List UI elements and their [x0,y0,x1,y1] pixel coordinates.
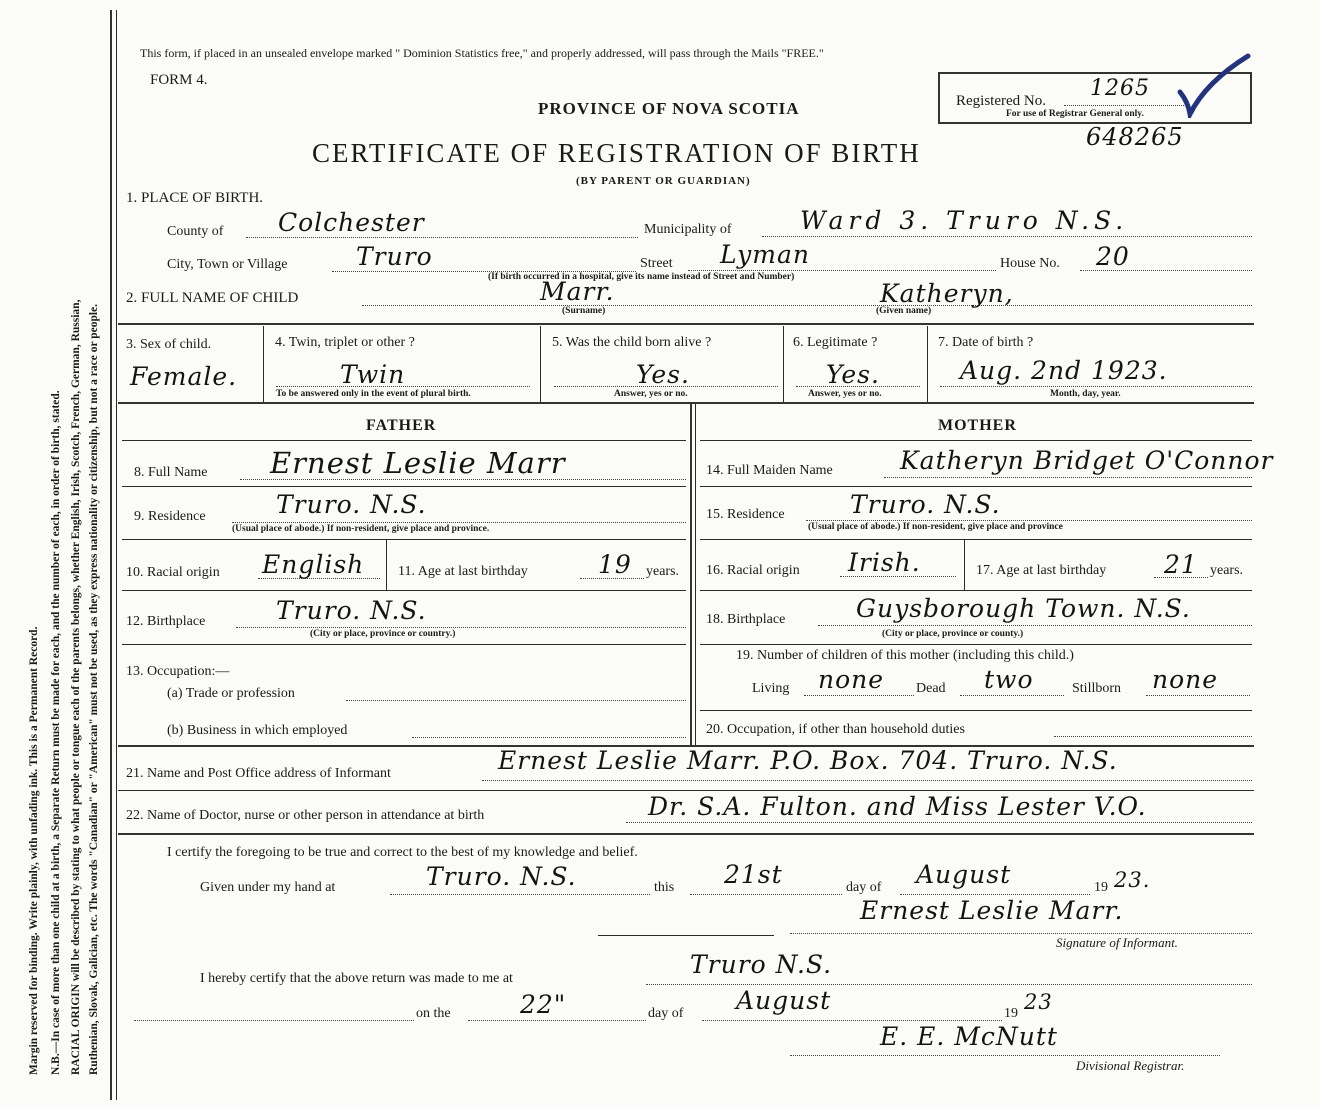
margin-rule-inner [116,10,117,1100]
dob-label: 7. Date of birth ? [938,335,1034,350]
registered-number: 1265 [1090,76,1150,101]
child-name-label: 2. FULL NAME OF CHILD [126,290,299,306]
mother-name-value: Katheryn Bridget O'Connor [900,446,1274,475]
legitimate-label: 6. Legitimate ? [793,335,878,350]
mother-years: years. [1210,563,1244,578]
father-age-value: 19 [598,550,632,579]
legitimate-note: Answer, yes or no. [808,389,882,399]
stillborn-label: Stillborn [1072,681,1122,696]
father-residence-note: (Usual place of abode.) If non-resident, give place and province. [232,524,490,534]
handwritten-reg-number: 648265 [1086,123,1184,151]
father-name-label: 8. Full Name [134,465,208,480]
sex-label: 3. Sex of child. [126,337,212,352]
registrar-place: Truro N.S. [690,950,833,979]
margin-rule [110,10,112,1100]
mother-occupation-label: 20. Occupation, if other than household duties [706,722,965,737]
child-surname: Marr. [540,277,615,306]
occupation-label: 13. Occupation:— [126,664,230,679]
father-residence-label: 9. Residence [134,509,206,524]
given-year: 23. [1114,868,1151,892]
living-label: Living [752,681,790,696]
alive-note: Answer, yes or no. [614,389,688,399]
mother-age-value: 21 [1164,550,1198,579]
margin-note-binding: Margin reserved for binding. Write plainly, with unfading ink. This is a Permanent Record. [28,626,40,1075]
on-the-label: on the [416,1006,451,1021]
mother-age-label: 17. Age at last birthday [976,563,1107,578]
doctor-label: 22. Name of Doctor, nurse or other person in attendance at birth [126,808,485,823]
check-mark-icon [1176,52,1256,118]
province-heading: PROVINCE OF NOVA SCOTIA [538,99,800,118]
margin-note-nationality: Ruthenian, Slovak, Galician, etc. The words "Canadian" or "American" must not be used, as they express nationality or citizenship, but not a race or people. [88,303,100,1075]
informant-value: Ernest Leslie Marr. P.O. Box. 704. Truro. N.S. [498,746,1118,775]
given-year-prefix: 19 [1094,880,1108,895]
informant-label: 21. Name and Post Office address of Informant [126,766,391,781]
father-race-value: English [262,550,365,579]
father-name-value: Ernest Leslie Marr [270,446,566,480]
street-label: Street [640,256,673,271]
mother-birthplace-label: 18. Birthplace [706,612,786,627]
registered-label: Registered No. [956,93,1046,109]
registrar-signature: E. E. McNutt [880,1022,1058,1051]
registrar-day: 22" [520,990,567,1019]
margin-note-plural-birth: N.B.—In case of more than one child at a birth, a Separate Return must be made for each, and the number of each, in order of birth, stated. [50,390,62,1075]
informant-signature: Ernest Leslie Marr. [860,896,1124,925]
registrar-day-of: day of [648,1006,684,1021]
twin-label: 4. Twin, triplet or other ? [275,335,415,350]
twin-note: To be answered only in the event of plural birth. [276,389,471,399]
registrar-signature-label: Divisional Registrar. [1076,1058,1185,1073]
mother-birthplace-value: Guysborough Town. N.S. [856,594,1191,623]
mother-birthplace-note: (City or place, province or county.) [882,629,1024,639]
mother-race-value: Irish. [848,548,921,577]
city-label: City, Town or Village [167,257,288,272]
alive-value: Yes. [636,360,690,389]
dead-label: Dead [916,681,946,696]
county-value: Colchester [278,208,425,237]
this-label: this [654,880,675,895]
stillborn-value: none [1152,665,1219,694]
day-of-label: day of [846,880,882,895]
city-value: Truro [356,242,433,271]
signature-label: Signature of Informant. [1056,935,1178,950]
father-race-label: 10. Racial origin [126,565,220,580]
mother-residence-label: 15. Residence [706,507,785,522]
form-number: FORM 4. [150,72,208,88]
given-label: Given under my hand at [200,880,336,895]
given-place: Truro. N.S. [426,862,577,891]
dead-value: two [984,665,1034,694]
street-value: Lyman [720,240,810,269]
alive-label: 5. Was the child born alive ? [552,335,712,350]
sex-value: Female. [130,362,238,391]
father-residence-value: Truro. N.S. [276,490,427,519]
doctor-value: Dr. S.A. Fulton. and Miss Lester V.O. [648,792,1147,821]
municipality-value: Ward 3. Truro N.S. [800,206,1129,235]
registrar-month: August [736,986,832,1015]
postal-notice: This form, if placed in an unsealed envelope marked " Dominion Statistics free," and properly addressed, will pass through the Mails "FREE." [140,46,824,60]
father-years: years. [646,564,680,579]
dob-note: Month, day, year. [1050,389,1121,399]
registrar-note: For use of Registrar General only. [1006,109,1144,119]
margin-note-racial-origin: RACIAL ORIGIN will be described by stating to what people or tongue each of the parents belongs, whether English, Irish, Scotch, French, German, Russian, [70,299,82,1075]
mother-residence-note: (Usual place of abode.) If non-resident, give place and province [808,522,1063,532]
child-given-name: Katheryn, [880,279,1014,308]
registrar-year: 23 [1024,990,1053,1014]
surname-note: (Surname) [562,306,606,316]
mother-heading: MOTHER [938,417,1017,434]
hospital-note: (If birth occurred in a hospital, give its name instead of Street and Number) [488,272,795,282]
certificate-subtitle: (BY PARENT OR GUARDIAN) [576,175,751,187]
certify-statement: I certify the foregoing to be true and correct to the best of my knowledge and belief. [167,845,638,860]
father-birthplace-value: Truro. N.S. [276,596,427,625]
trade-label: (a) Trade or profession [167,686,295,701]
children-label: 19. Number of children of this mother (including this child.) [736,648,1074,663]
dob-value: Aug. 2nd 1923. [960,356,1168,385]
legitimate-value: Yes. [826,360,880,389]
certificate-title: CERTIFICATE OF REGISTRATION OF BIRTH [312,138,921,168]
given-name-note: (Given name) [876,306,932,316]
living-value: none [818,665,885,694]
municipality-label: Municipality of [644,222,732,237]
registrar-statement: I hereby certify that the above return was made to me at [200,971,513,986]
given-month: August [916,860,1012,889]
house-label: House No. [1000,256,1060,271]
county-label: County of [167,224,224,239]
father-heading: FATHER [366,417,437,434]
mother-race-label: 16. Racial origin [706,563,800,578]
place-heading: 1. PLACE OF BIRTH. [126,190,264,206]
house-value: 20 [1096,242,1130,271]
father-birthplace-note: (City or place, province or country.) [310,629,456,639]
mother-name-label: 14. Full Maiden Name [706,463,833,478]
given-day: 21st [724,860,783,889]
mother-residence-value: Truro. N.S. [850,490,1001,519]
father-birthplace-label: 12. Birthplace [126,614,206,629]
business-label: (b) Business in which employed [167,723,348,738]
registrar-year-prefix: 19 [1004,1006,1018,1021]
twin-value: Twin [340,360,406,389]
father-age-label: 11. Age at last birthday [398,564,528,579]
